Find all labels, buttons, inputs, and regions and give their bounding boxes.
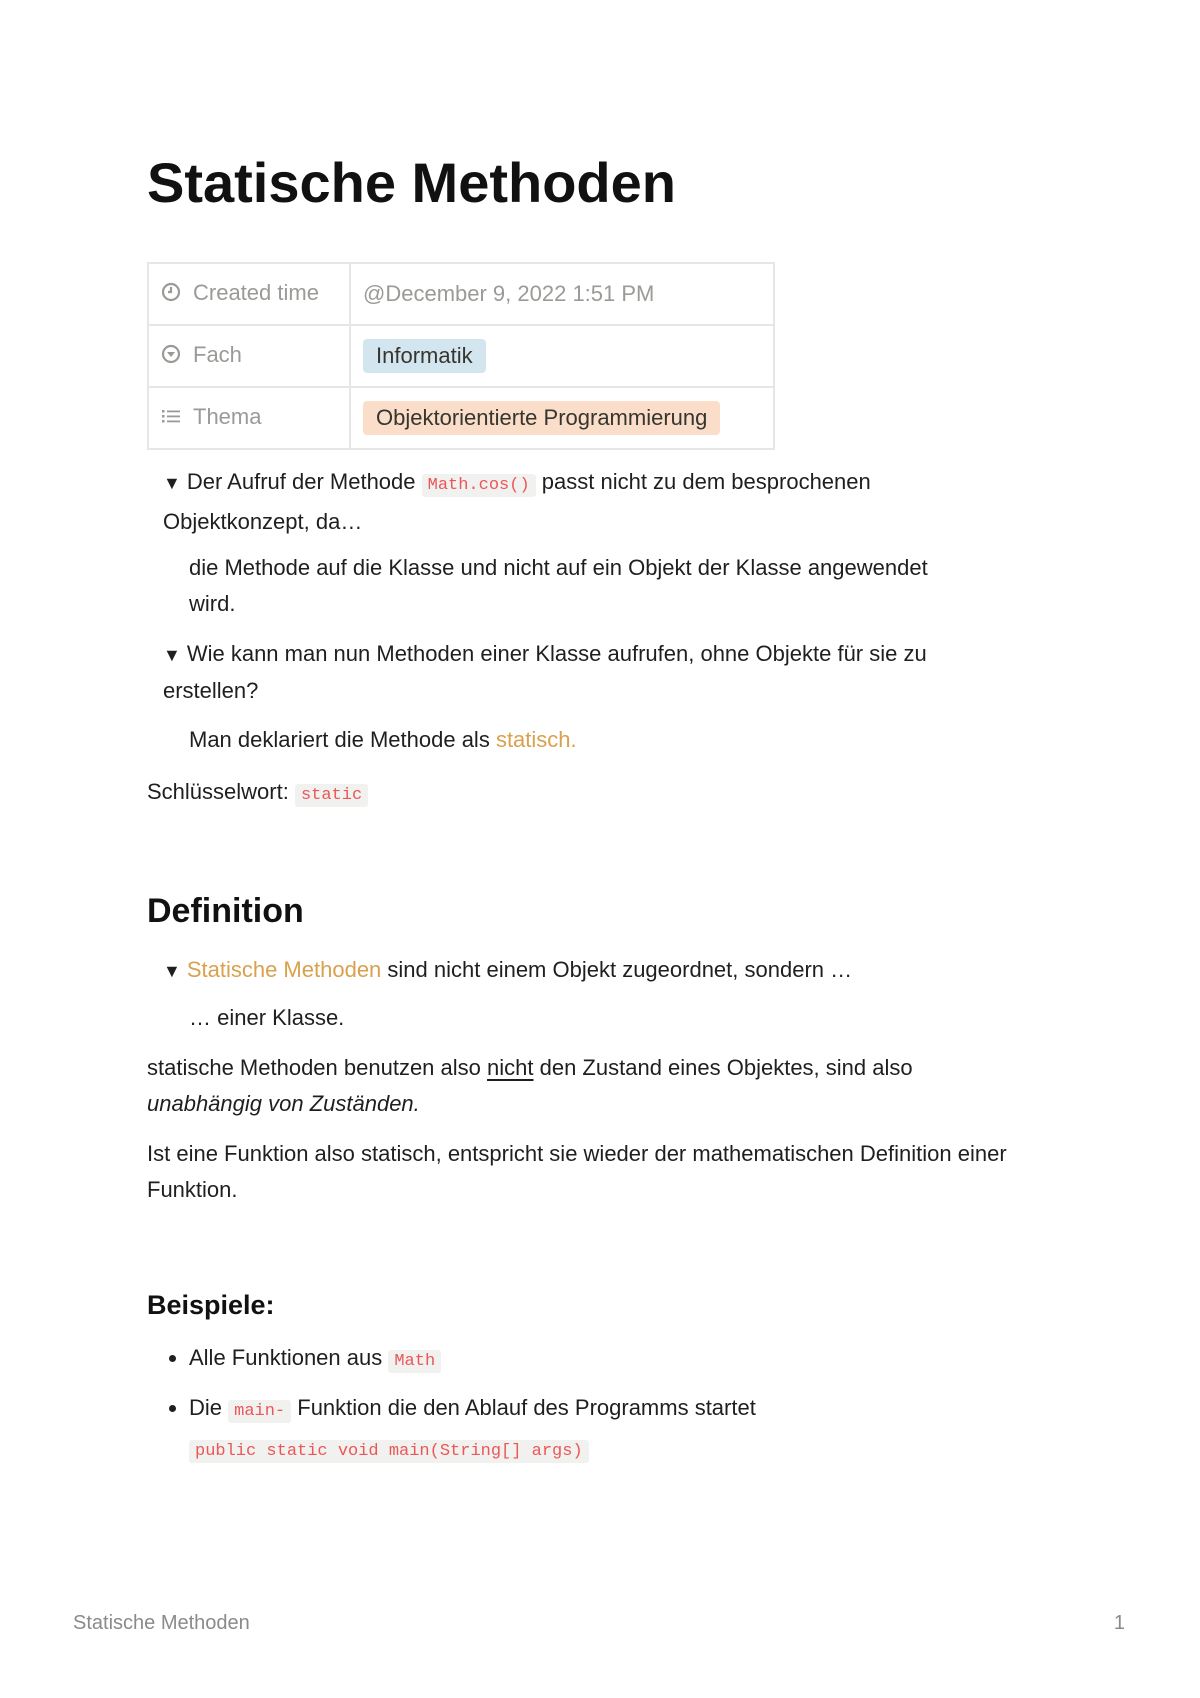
inline-code: public static void main(String[] args) <box>189 1440 589 1463</box>
toggle-triangle-icon[interactable]: ▼ <box>163 473 181 493</box>
toggle-block: ▼ Wie kann man nun Methoden einer Klasse aufrufen, ohne Objekte für sie zu erstellen? <box>163 641 927 703</box>
footer-title: Statische Methoden <box>73 1612 250 1634</box>
keyword-paragraph: Schlüsselwort: static <box>147 774 1047 814</box>
property-value[interactable]: @December 9, 2022 1:51 PM <box>350 263 774 325</box>
property-row <box>148 325 774 387</box>
list-item: • Alle Funktionen aus Math <box>189 1340 1047 1380</box>
properties-table <box>147 262 775 450</box>
property-key: Created time <box>148 263 350 325</box>
property-value[interactable] <box>350 325 774 387</box>
inline-code: Math <box>388 1350 441 1373</box>
page-title: Statische Methoden <box>147 151 676 214</box>
inline-code: main- <box>228 1400 291 1423</box>
clock-icon <box>161 282 183 308</box>
toggle-triangle-icon[interactable]: ▼ <box>163 961 181 981</box>
select-icon <box>161 344 183 370</box>
toggle-block: ▼ Der Aufruf der Methode Math.cos() passt nicht zu dem besprochenen Objektkonzept, da… <box>163 469 871 534</box>
inline-code: static <box>295 784 368 807</box>
section-heading: Beispiele: <box>147 1290 275 1320</box>
fach-tag[interactable]: Informatik <box>363 339 486 373</box>
property-row <box>148 387 774 449</box>
toggle-content: die Methode auf die Klasse und nicht auf ein Objekt der Klasse angewendet wird. <box>189 555 928 616</box>
inline-code: Math.cos() <box>422 474 536 497</box>
paragraph: statische Methoden benutzen also nicht den Zustand eines Objektes, sind also unabhängig von Zuständen. <box>147 1055 913 1116</box>
toggle-triangle-icon[interactable]: ▼ <box>163 645 181 665</box>
thema-tag[interactable]: Objektorientierte Programmierung <box>363 401 720 435</box>
section-heading: Definition <box>147 892 304 930</box>
toggle-content: Man deklariert die Methode als statisch. <box>189 727 577 752</box>
property-key: Fach <box>148 325 350 387</box>
toggle-block: ▼ Statische Methoden sind nicht einem Objekt zugeordnet, sondern … <box>163 957 853 982</box>
list-icon <box>161 406 183 432</box>
list-item: • Die main- Funktion die den Ablauf des Programms startet public static void main(String[] args) <box>189 1390 1047 1470</box>
property-value[interactable] <box>350 387 774 449</box>
page-number: 1 <box>1113 1612 1125 1634</box>
property-row <box>148 263 774 325</box>
property-key: Thema <box>148 387 350 449</box>
toggle-content: … einer Klasse. <box>189 1005 345 1030</box>
bullet-list <box>147 1340 1047 1480</box>
paragraph: Ist eine Funktion also statisch, entspricht sie wieder der mathematischen Definition einer Funktion. <box>147 1141 1007 1202</box>
